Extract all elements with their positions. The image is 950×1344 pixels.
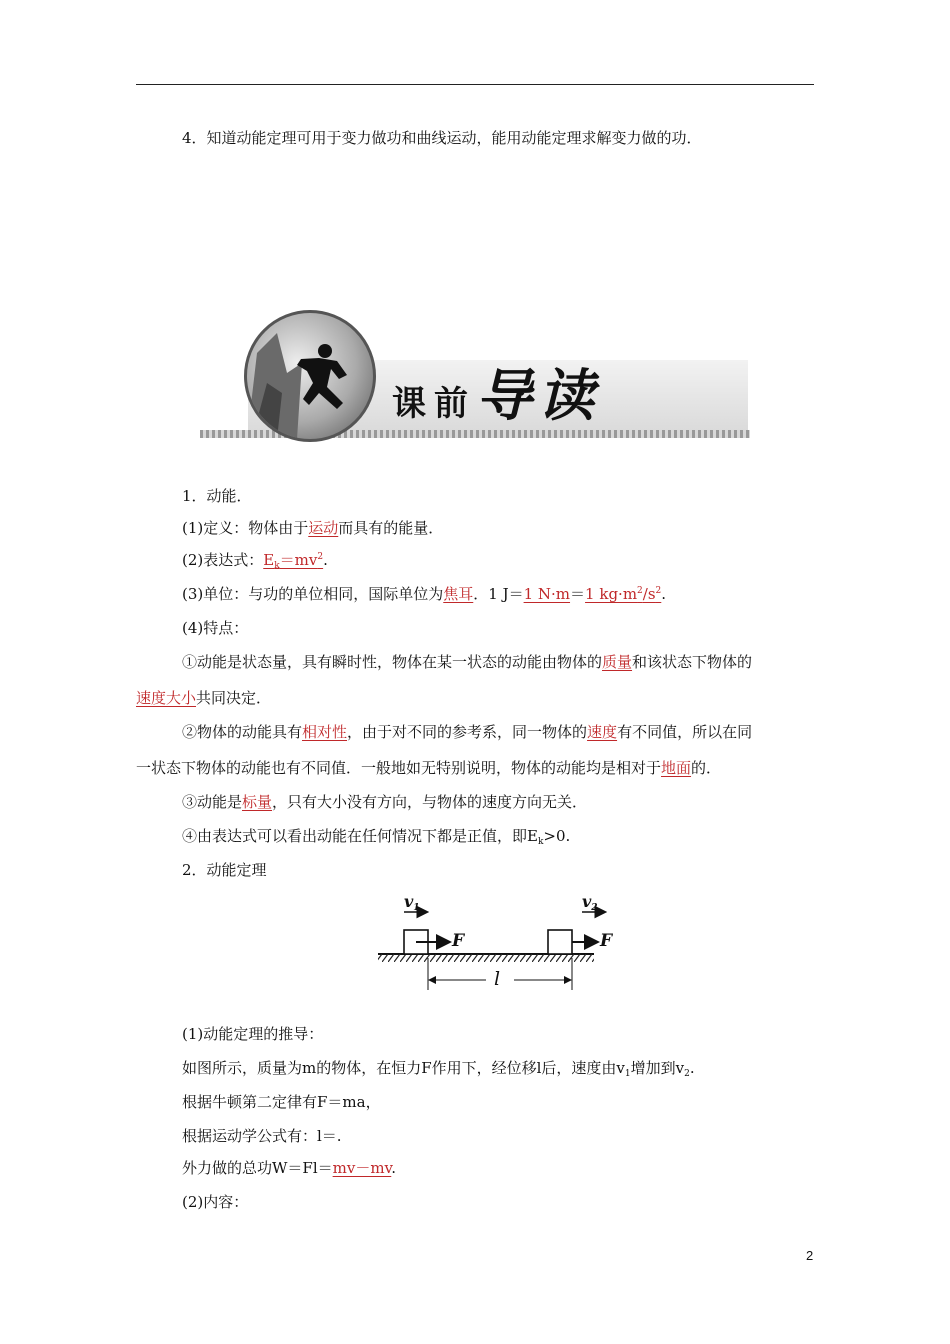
velocity-label-2: $v_2$: [582, 892, 598, 913]
banner-title-part2: 导读: [476, 364, 600, 429]
feature4-line: ④由表达式可以看出动能在任何情况下都是正值，即$E_k>0$.: [182, 827, 571, 847]
section1-heading: 1．动能．: [182, 487, 252, 505]
derivation-line2: 根据牛顿第二定律有F＝ma，: [182, 1093, 381, 1111]
force-label-final: F: [600, 931, 613, 951]
expression-line: (2)表达式：$E_k=mv^2$.: [182, 551, 328, 571]
unit-line: (3)单位：与功的单位相同，国际单位为焦耳．1 J＝1 N·m＝1 $kg\cdot m^2/s^2$.: [182, 585, 667, 603]
feature1-line1: ①动能是状态量，具有瞬时性，物体在某一状态的动能由物体的质量和该状态下物体的: [182, 653, 753, 671]
block-final: [548, 930, 572, 954]
content-heading: (2)内容：: [182, 1193, 249, 1211]
features-heading: (4)特点：: [182, 619, 249, 637]
blank-velocity: 速度: [587, 723, 618, 741]
blank-newton-meter: 1 N·m: [523, 585, 571, 603]
blank-expression: $E_k=mv^2$: [263, 551, 324, 571]
definition-line: (1)定义：物体由于运动而具有的能量．: [182, 519, 444, 537]
ground-surface: [378, 954, 594, 962]
rock-climber-photo-icon: [244, 310, 376, 442]
page-number: 2: [806, 1248, 814, 1263]
blank-scalar: 标量: [242, 793, 273, 811]
blank-ground: 地面: [661, 759, 692, 777]
blank-speed-magnitude: 速度大小: [136, 689, 197, 707]
blank-joule: 焦耳: [443, 585, 474, 603]
kinetic-energy-diagram: [376, 890, 636, 994]
feature2-line2: 一状态下物体的动能也有不同值．一般地如无特别说明，物体的动能均是相对于地面的．: [136, 759, 722, 777]
feature3-line: ③动能是标量，只有大小没有方向，与物体的速度方向无关．: [182, 793, 588, 811]
derivation-line4: 外力做的总功W＝Fl＝mv－mv.: [182, 1159, 397, 1177]
blank-work-expression: mv－mv: [332, 1159, 392, 1177]
blank-mass: 质量: [602, 653, 633, 671]
intro-item-4: 4．知道动能定理可用于变力做功和曲线运动，能用动能定理求解变力做的功．: [182, 129, 702, 147]
header-rule: [136, 84, 814, 85]
banner-title: [392, 352, 600, 432]
velocity-label-1: $v_1$: [404, 892, 420, 913]
force-label-initial: F: [452, 931, 465, 951]
derivation-line1: 如图所示，质量为m的物体，在恒力F作用下，经位移l后，速度由$v_1$增加到$v_2$.: [182, 1059, 695, 1079]
blank-relativity: 相对性: [302, 723, 348, 741]
distance-label: l: [494, 968, 501, 990]
derivation-heading: (1)动能定理的推导：: [182, 1025, 324, 1043]
feature2-line1: ②物体的动能具有相对性，由于对不同的参考系，同一物体的速度有不同值，所以在同: [182, 723, 753, 741]
section-banner: [200, 308, 750, 440]
banner-title-part1: 课前: [392, 384, 476, 424]
feature1-line2: 速度大小共同决定．: [136, 689, 272, 707]
section2-heading: 2．动能定理: [182, 861, 267, 879]
blank-kg-m2-s2: 1 $kg\cdot m^2/s^2$: [585, 585, 662, 603]
derivation-line3: 根据运动学公式有：l＝.: [182, 1127, 342, 1145]
blank-motion: 运动: [308, 519, 339, 537]
